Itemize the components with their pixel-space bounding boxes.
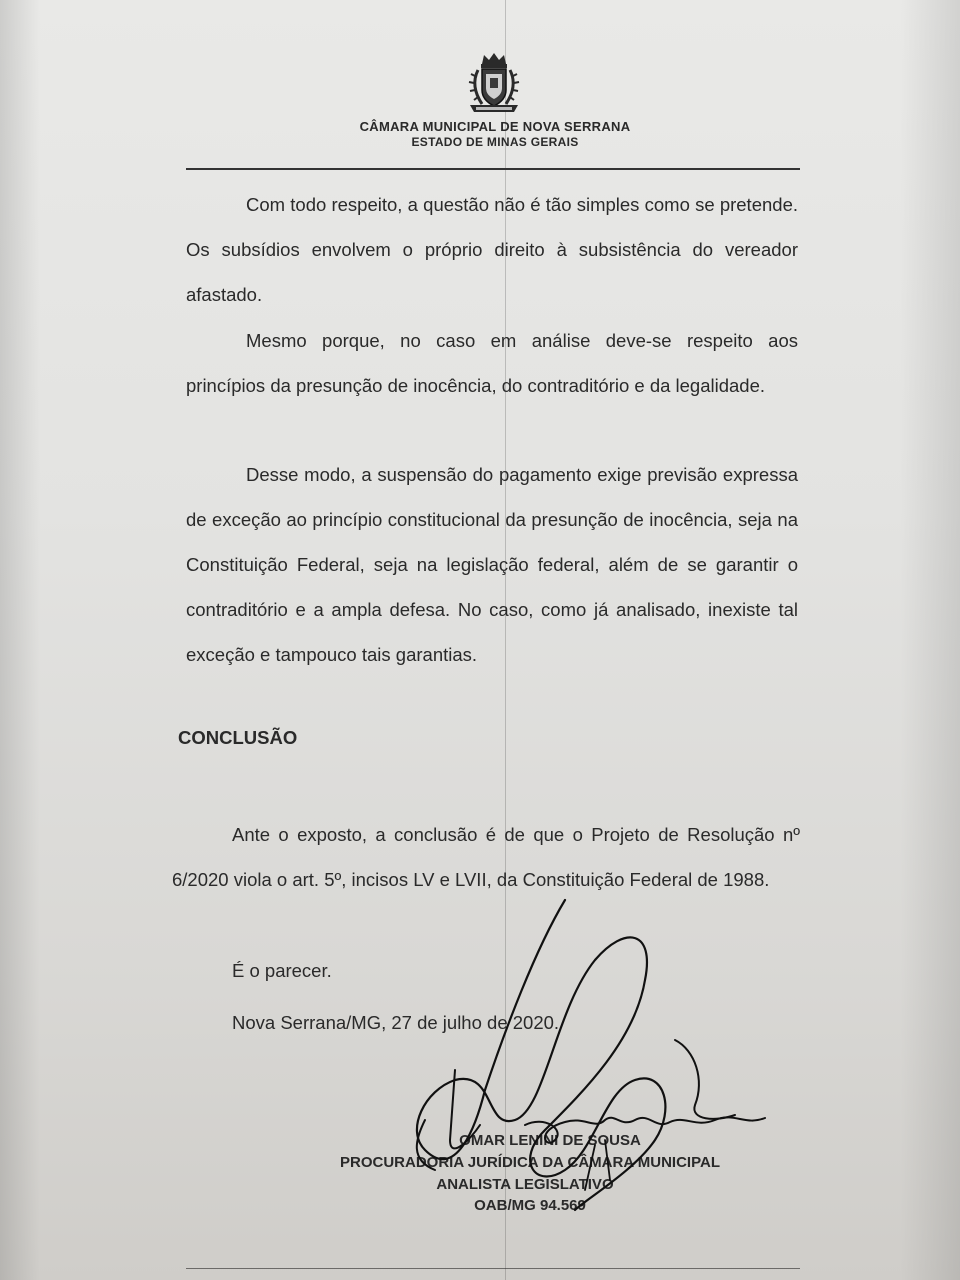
body-paragraph-3: Desse modo, a suspensão do pagamento exige previsão expressa de exceção ao princípio constitucional da presunção de inocência, seja na Constituição Federal, seja na legislação federal, além de se garantir o contraditório e a ampla defesa. No caso, como já analisado, inexiste tal exceção e tampouco tais garantias.	[186, 464, 798, 665]
closing-formula: É o parecer.	[232, 960, 332, 981]
signatory-department: PROCURADORIA JURÍDICA DA CÂMARA MUNICIPAL	[340, 1154, 720, 1171]
handwritten-signature	[395, 890, 775, 1220]
header-divider	[186, 168, 800, 170]
page-shadow-left	[0, 0, 40, 1280]
municipal-coat-of-arms-icon	[462, 50, 526, 116]
body-paragraph-1: Com todo respeito, a questão não é tão simples como se pretende. Os subsídios envolvem o próprio direito à subsistência do vereador afastado.	[186, 194, 798, 305]
header-institution-name: CÂMARA MUNICIPAL DE NOVA SERRANA	[359, 119, 631, 134]
footer-divider	[186, 1268, 800, 1269]
place-and-date: Nova Serrana/MG, 27 de julho de 2020.	[232, 1012, 560, 1033]
body-paragraph-2: Mesmo porque, no caso em análise deve-se respeito aos princípios da presunção de inocência, do contraditório e da legalidade.	[186, 330, 798, 396]
conclusion-paragraph: Ante o exposto, a conclusão é de que o Projeto de Resolução nº 6/2020 viola o art. 5º, incisos LV e LVII, da Constituição Federal de 1988.	[172, 824, 800, 890]
signatory-registration: OAB/MG 94.569	[474, 1197, 586, 1214]
signatory-role: ANALISTA LEGISLATIVO	[436, 1176, 614, 1193]
signatory-name: OMAR LENINI DE SOUSA	[459, 1132, 641, 1149]
page-shadow-right	[900, 0, 960, 1280]
header-state-name: ESTADO DE MINAS GERAIS	[411, 135, 579, 149]
conclusion-heading: CONCLUSÃO	[178, 727, 298, 748]
